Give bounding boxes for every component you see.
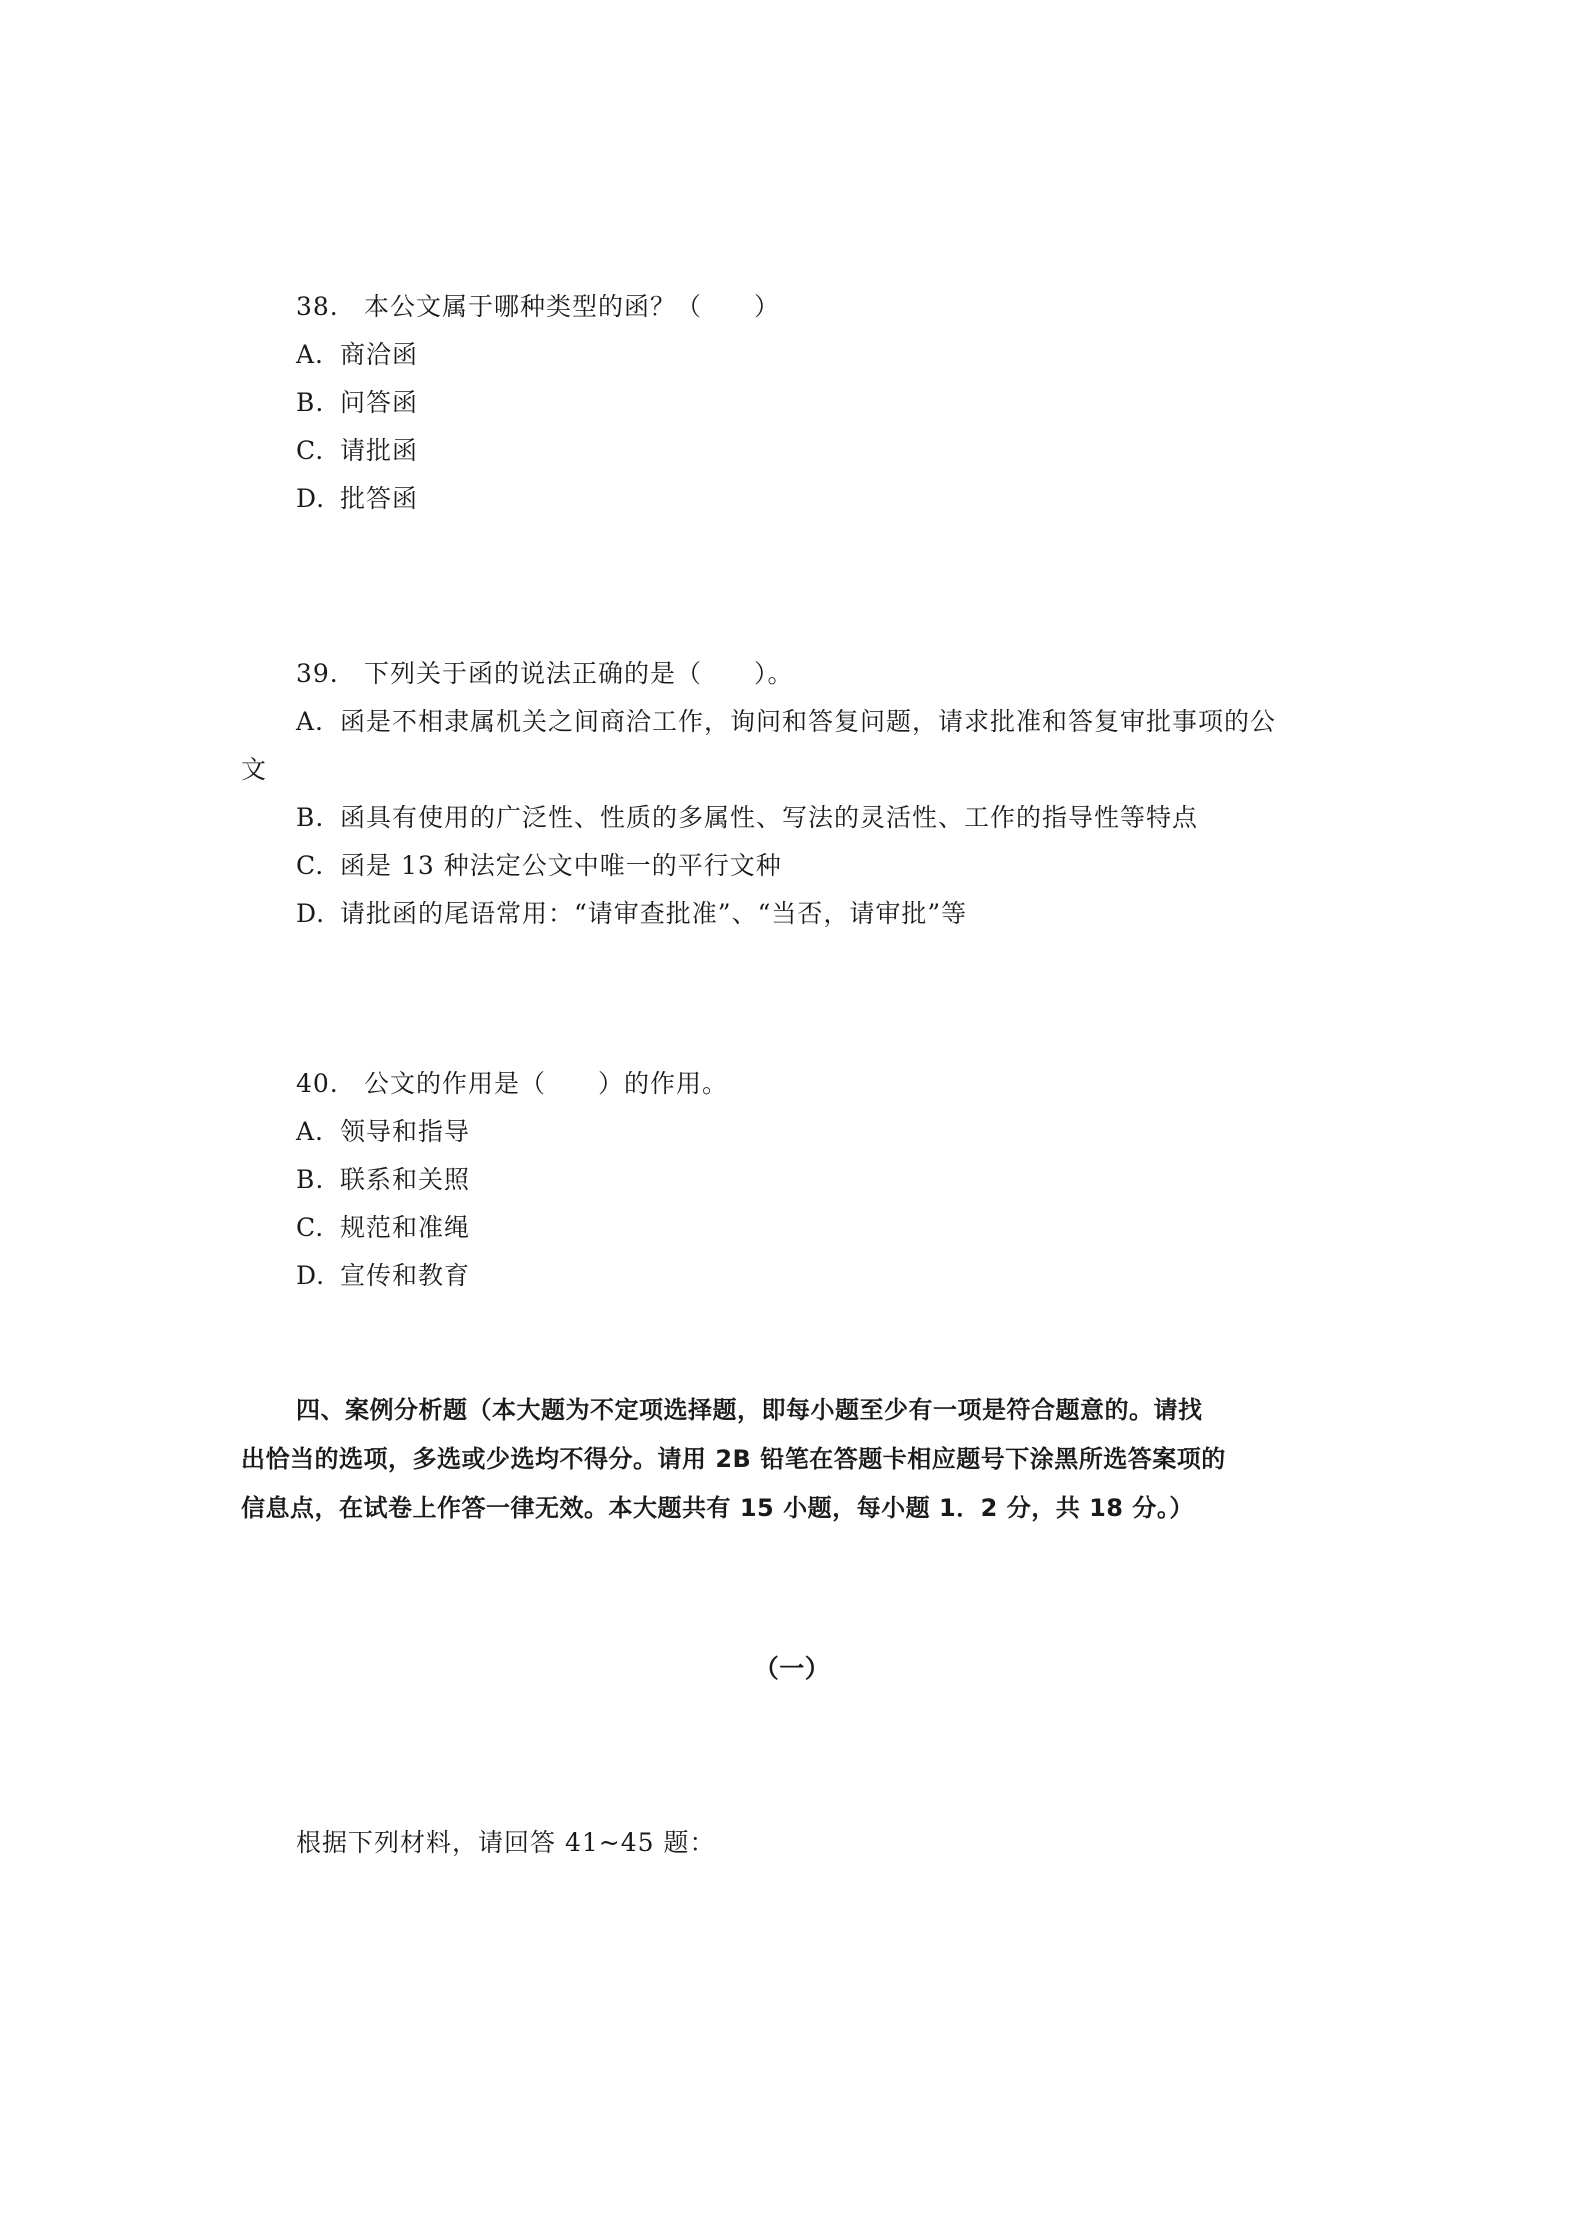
option-text: 商洽函 [340,340,419,369]
option-letter: A. [296,340,325,369]
option-letter: B. [296,803,325,832]
question-number: 40. [296,1069,339,1098]
case-instruction: 根据下列材料，请回答 41~45 题： [296,1828,716,1857]
option-letter: C. [296,1213,325,1242]
option-letter: D. [296,1261,326,1290]
option-text: 批答函 [340,484,419,513]
question-39-option-a [296,705,1276,739]
question-text: 下列关于函的说法正确的是（ ）。 [364,659,794,688]
option-text: 函具有使用的广泛性、性质的多属性、写法的灵活性、工作的指导性等特点 [340,803,1199,832]
section-heading-line-3: 信息点，在试卷上作答一律无效。本大题共有 15 小题，每小题 1．2 分，共 18 分。） [241,1494,1194,1522]
option-text: 函是不相隶属机关之间商洽工作，询问和答复问题，请求批准和答复审批事项的公 [340,707,1277,736]
question-38-option-c [296,434,418,468]
section-heading-line-2: 出恰当的选项，多选或少选均不得分。请用 2B 铅笔在答题卡相应题号下涂黑所选答案项的 [241,1445,1226,1473]
option-text: 联系和关照 [340,1165,471,1194]
option-letter: A. [296,707,325,736]
question-text: 本公文属于哪种类型的函？（ ） [364,292,781,321]
question-38-option-a [296,338,418,372]
option-text: 函是 13 种法定公文中唯一的平行文种 [340,851,782,880]
option-letter: C. [296,851,325,880]
option-letter: B. [296,1165,325,1194]
option-text: 规范和准绳 [340,1213,471,1242]
option-text: 请批函 [340,436,419,465]
question-text: 公文的作用是（ ）的作用。 [364,1069,729,1098]
option-text: 问答函 [340,388,419,417]
question-40-option-b [296,1163,470,1197]
question-38-option-d [296,482,418,516]
option-letter: D. [296,484,326,513]
question-38-stem [296,290,780,324]
section-heading-line-1: 四、案例分析题（本大题为不定项选择题，即每小题至少有一项是符合题意的。请找 [296,1396,1203,1424]
option-letter: C. [296,436,325,465]
question-40-option-c [296,1211,470,1245]
question-40-stem [296,1067,728,1101]
question-40-option-a [296,1115,470,1149]
option-text: 请批函的尾语常用：“请审查批准”、“当否，请审批”等 [340,899,968,928]
question-39-option-b [296,801,1198,835]
option-letter: A. [296,1117,325,1146]
question-39-option-d [296,897,967,931]
question-number: 39. [296,659,339,688]
question-number: 38. [296,292,339,321]
option-text: 领导和指导 [340,1117,471,1146]
question-39-option-c [296,849,782,883]
question-39-stem [296,657,794,691]
question-38-option-b [296,386,418,420]
option-letter: D. [296,899,326,928]
question-39-option-a-continuation: 文 [241,755,268,784]
option-letter: B. [296,388,325,417]
case-title: （一） [753,1654,831,1683]
option-text: 宣传和教育 [340,1261,471,1290]
question-40-option-d [296,1259,470,1293]
